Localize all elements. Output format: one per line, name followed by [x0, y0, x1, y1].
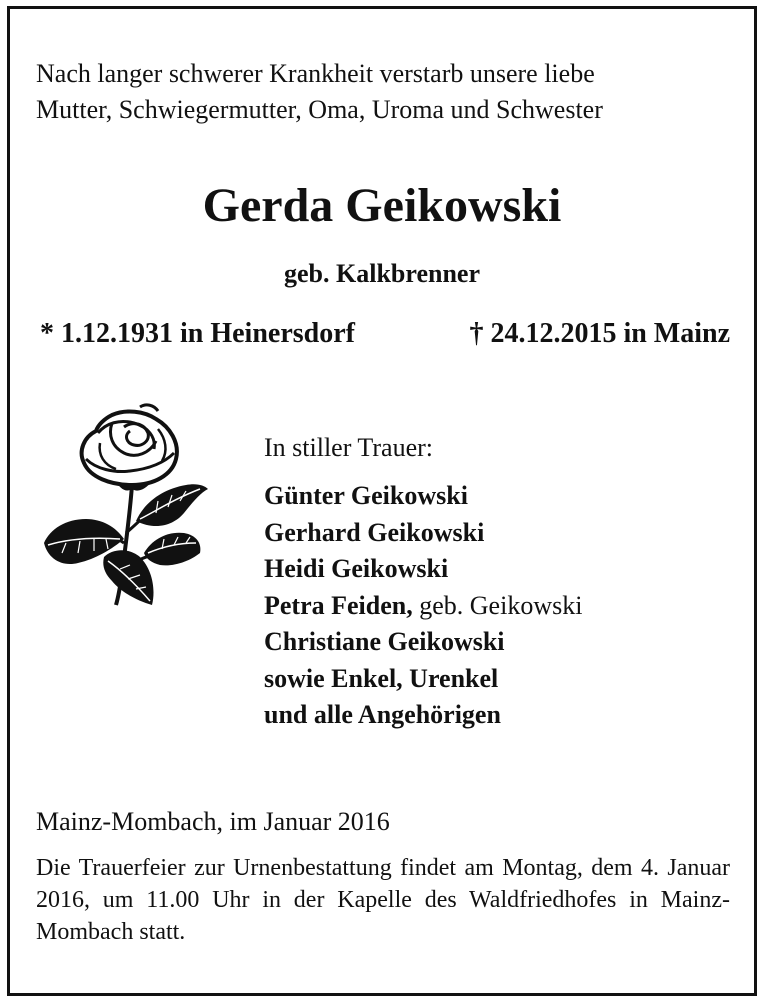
death-date: † 24.12.2015 in Mainz [469, 318, 730, 349]
family-member-note: geb. Geikowski [419, 590, 583, 620]
intro-text [36, 56, 730, 128]
rose-icon [40, 393, 210, 608]
intro-line-2: Mutter, Schwiegermutter, Oma, Uroma und Schwester [36, 95, 603, 124]
birth-date: * 1.12.1931 in Heinersdorf [40, 318, 355, 349]
family-member: Heidi Geikowski [264, 554, 449, 583]
family-member: Gerhard Geikowski [264, 517, 485, 547]
family-list [264, 478, 582, 734]
intro-line-1: Nach langer schwerer Krankheit verstarb unsere liebe [36, 59, 595, 88]
family-member: Christiane Geikowski [264, 627, 505, 656]
mourning-heading: In stiller Trauer: [264, 433, 433, 462]
family-member: und alle Angehörigen [264, 700, 501, 729]
maiden-name: geb. Kalkbrenner [284, 259, 480, 288]
deceased-name: Gerda Geikowski [202, 179, 562, 232]
place-date: Mainz-Mombach, im Januar 2016 [36, 807, 390, 836]
family-member: sowie Enkel, Urenkel [264, 663, 499, 693]
ceremony-info: Die Trauerfeier zur Urnenbestattung findet am Montag, dem 4. Januar 2016, um 11.00 Uhr in der Kapelle des Waldfriedhofes in Mainz-Mombach statt. [36, 855, 730, 945]
family-member: Günter Geikowski [264, 481, 468, 510]
family-member: Petra Feiden, geb. Geikowski [264, 590, 583, 620]
